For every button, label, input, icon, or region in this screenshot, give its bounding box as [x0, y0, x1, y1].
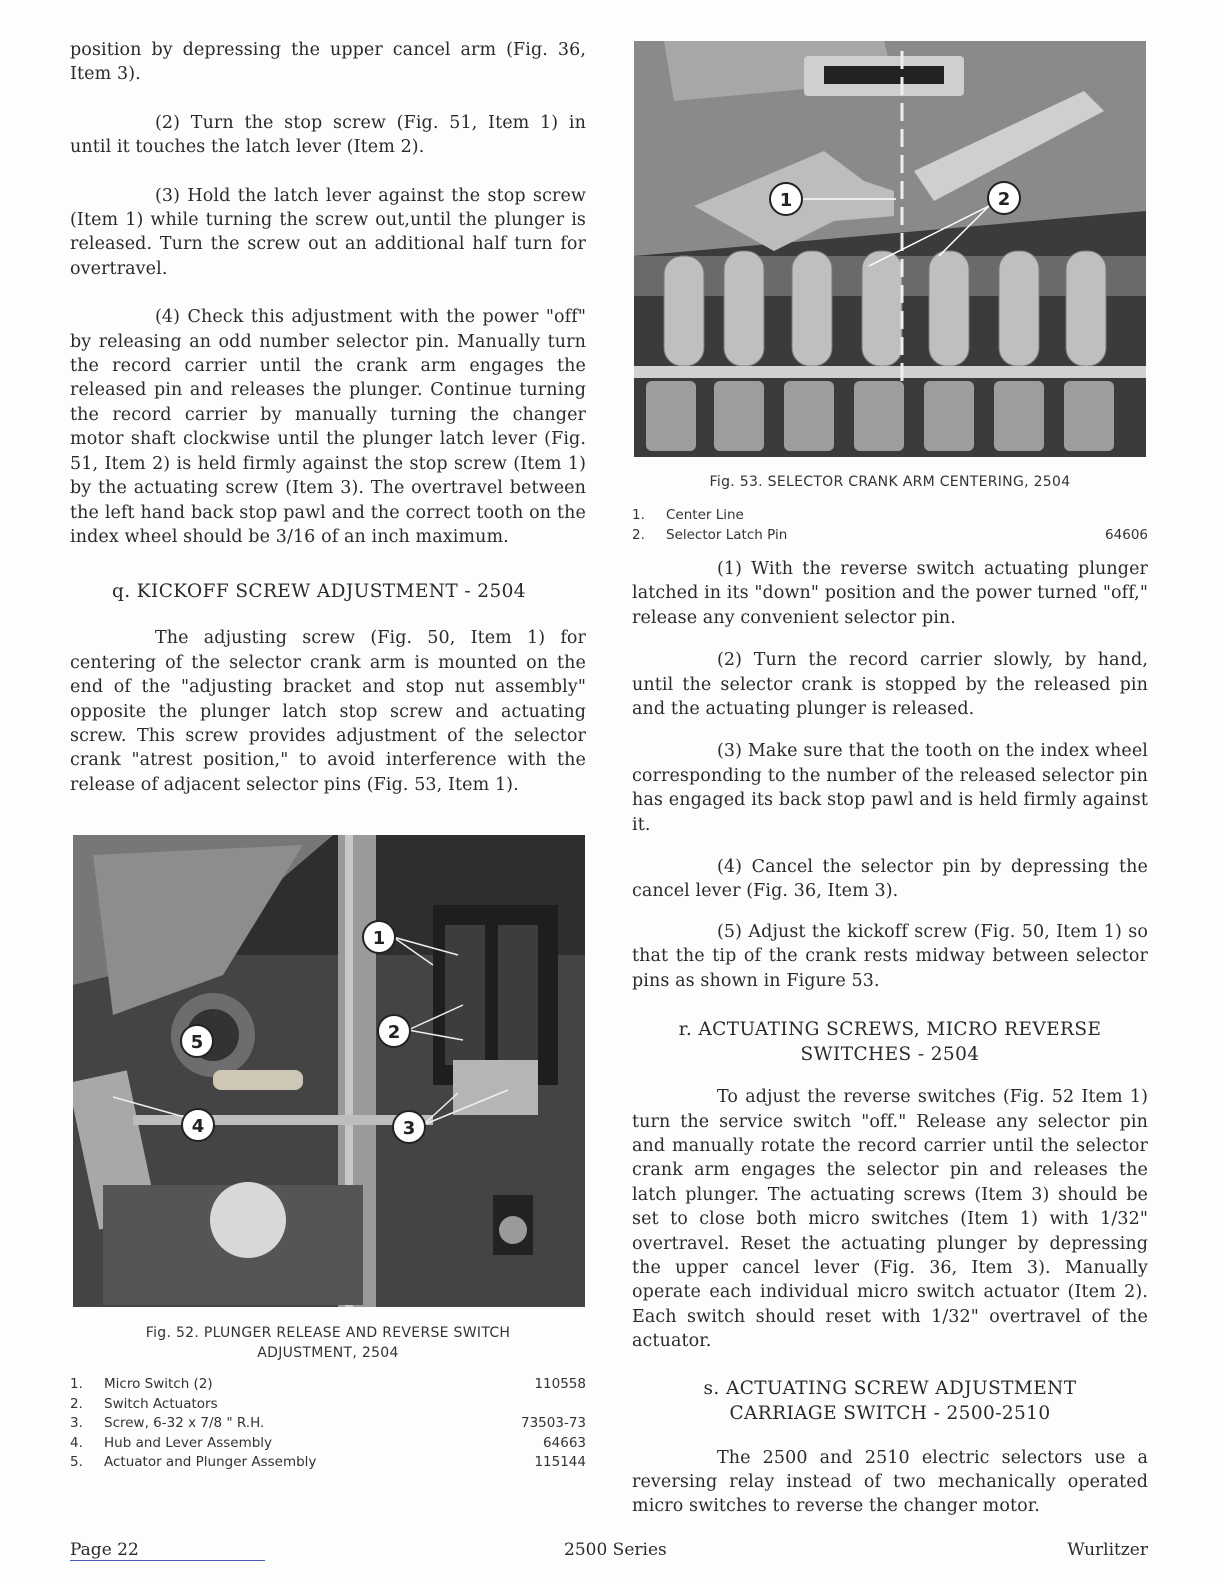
- paragraph: To adjust the reverse switches (Fig. 52 Item 1) turn the service switch "off." Release any selector pin and manually rotate the record carrier until the selector crank arm engages the selector pin and releases the latch plunger. The actuating screws (Item 3) should be set to close both micro switches (Item 1) with 1/32" overtravel. Reset the actuating plunger by depressing the upper cancel lever (Fig. 36, Item 3). Manually operate each individual micro switch actuator (Item 2). Each switch should reset with 1/32" overtravel of the actuator.: [632, 1087, 1148, 1352]
- figure-53-illustration: [634, 41, 1146, 457]
- callout-4: [182, 1109, 214, 1141]
- paragraph: (3) Hold the latch lever against the stop screw (Item 1) while turning the screw out,until the plunger is released. Turn the screw out an additional half turn for overtravel.: [70, 185, 586, 279]
- legend-item: 4. Hub and Lever Assembly 64663: [70, 1434, 586, 1451]
- right-column: [632, 38, 1148, 1519]
- legend-item: 5. Actuator and Plunger Assembly 115144: [70, 1454, 586, 1471]
- svg-text:2: 2: [997, 189, 1011, 210]
- figure-52-photo: [73, 835, 585, 1307]
- paragraph: (5) Adjust the kickoff screw (Fig. 50, Item 1) so that the tip of the crank rests midway between selector pins as shown in Figure 53.: [632, 921, 1148, 991]
- paragraph: position by depressing the upper cancel arm (Fig. 36, Item 3).: [70, 40, 586, 85]
- paragraph: (2) Turn the stop screw (Fig. 51, Item 1) in until it touches the latch lever (Item 2).: [70, 112, 586, 158]
- svg-text:1: 1: [372, 928, 386, 950]
- paragraph: (2) Turn the record carrier slowly, by hand, until the selector crank is stopped by the released pin and the actuating plunger is released.: [632, 650, 1148, 720]
- legend-item: 3. Screw, 6-32 x 7/8 " R.H. 73503-73: [70, 1415, 586, 1432]
- section-heading-q: q. KICKOFF SCREW ADJUSTMENT - 2504: [112, 581, 526, 603]
- callout-2: [988, 182, 1020, 214]
- figure-53-photo: [634, 41, 1146, 457]
- legend-item: 1. Micro Switch (2) 110558: [70, 1376, 586, 1393]
- section-heading-r: r. ACTUATING SCREWS, MICRO REVERSE SWITCHES - 2504: [678, 1019, 1102, 1066]
- left-column: [70, 38, 586, 1473]
- callout-1: [770, 183, 802, 215]
- svg-text:4: 4: [191, 1116, 205, 1138]
- callout-3: [393, 1111, 425, 1143]
- figure-52-illustration: [73, 835, 585, 1307]
- figure-52-caption: Fig. 52. PLUNGER RELEASE AND REVERSE SWITCH ADJUSTMENT, 2504: [145, 1325, 511, 1362]
- svg-text:3: 3: [402, 1118, 416, 1140]
- paragraph: (1) With the reverse switch actuating plunger latched in its "down" position and the power turned "off," release any convenient selector pin.: [632, 559, 1148, 628]
- figure-53-caption: Fig. 53. SELECTOR CRANK ARM CENTERING, 2504: [709, 474, 1071, 490]
- figure-52-legend: [70, 1375, 586, 1473]
- paragraph: (4) Cancel the selector pin by depressing the cancel lever (Fig. 36, Item 3).: [632, 857, 1148, 902]
- footer-series: 2500 Series: [564, 1540, 667, 1560]
- paragraph: (4) Check this adjustment with the power "off" by releasing an odd number selector pin. Manually turn the record carrier until the crank arm engages the released pin and releases the plunger. Continue turning the record carrier by manually turning the changer motor shaft clockwise until the plunger latch lever (Fig. 51, Item 2) is held firmly against the stop screw (Item 1) by the actuating screw (Item 3). The overtravel between the left hand back stop pawl and the correct tooth on the index wheel should be 3/16 of an inch maximum.: [70, 307, 586, 547]
- page-number: Page 22: [70, 1540, 139, 1560]
- page-number-underline: [70, 1560, 265, 1561]
- legend-item: 2. Selector Latch Pin 64606: [632, 526, 1148, 543]
- callout-2: [378, 1015, 410, 1047]
- legend-item: 1. Center Line: [632, 507, 744, 523]
- svg-text:2: 2: [387, 1022, 401, 1044]
- section-heading-s: s. ACTUATING SCREW ADJUSTMENT CARRIAGE SWITCH - 2500-2510: [703, 1377, 1077, 1424]
- figure-53-legend: [632, 506, 1148, 545]
- page-footer: [70, 1540, 1148, 1566]
- svg-text:5: 5: [190, 1032, 204, 1054]
- callout-1: [363, 921, 395, 953]
- paragraph: (3) Make sure that the tooth on the index wheel corresponding to the number of the released selector pin has engaged its back stop pawl and is held firmly against it.: [632, 741, 1148, 835]
- footer-brand: Wurlitzer: [1067, 1540, 1148, 1560]
- paragraph: The adjusting screw (Fig. 50, Item 1) for centering of the selector crank arm is mounted on the end of the "adjusting bracket and stop nut assembly" opposite the plunger latch stop screw and actuating screw. This screw provides adjustment of the selector crank "atrest position," to avoid interference with the release of adjacent selector pins (Fig. 53, Item 1).: [70, 628, 586, 795]
- svg-text:1: 1: [779, 190, 793, 211]
- callout-5: [181, 1025, 213, 1057]
- legend-item: 2. Switch Actuators: [70, 1395, 218, 1412]
- paragraph: The 2500 and 2510 electric selectors use a reversing relay instead of two mechanically operated micro switches to reverse the changer motor.: [632, 1447, 1148, 1517]
